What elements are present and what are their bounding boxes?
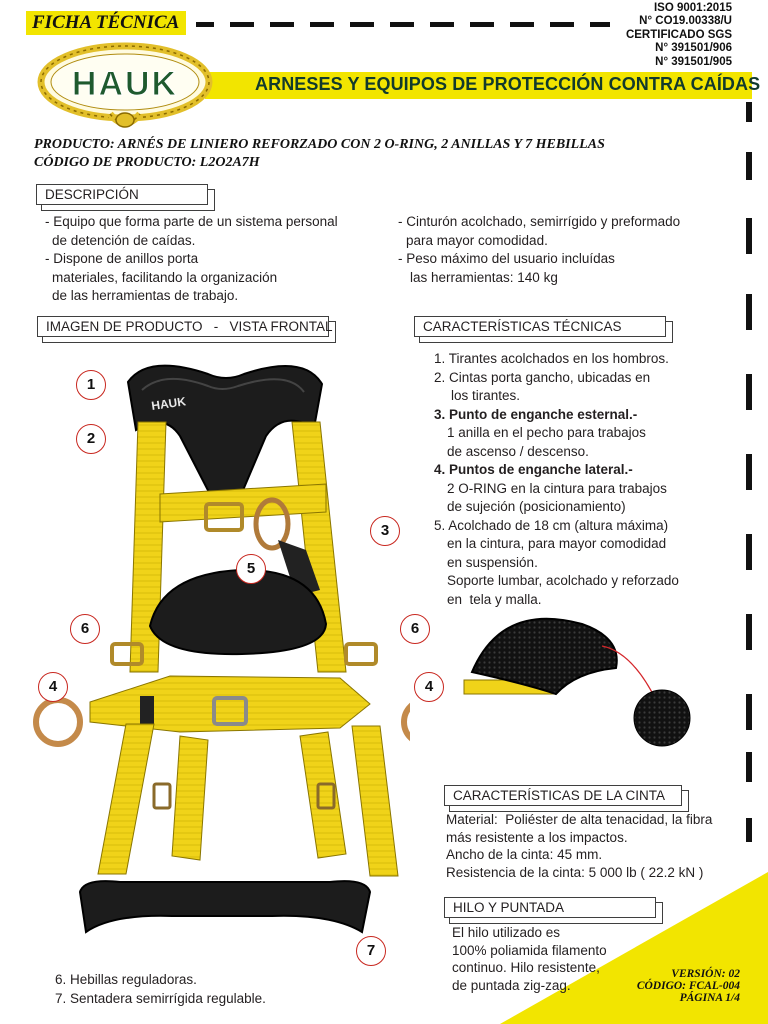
descripcion-line: - Dispone de anillos porta bbox=[45, 251, 199, 266]
hauk-logo bbox=[36, 40, 214, 132]
cert-line: ISO 9001:2015 bbox=[653, 2, 732, 14]
descripcion-line: materiales, facilitando la organización bbox=[52, 269, 278, 285]
hilo-line: El hilo utilizado es bbox=[452, 925, 561, 940]
descripcion-line: para mayor comodidad. bbox=[406, 232, 548, 248]
certification-block bbox=[626, 2, 732, 69]
caracteristica-line: de ascenso / descenso. bbox=[447, 443, 589, 459]
cert-line: N° CO19.00338/U bbox=[639, 15, 732, 28]
hauk-logo-text: HAUK bbox=[71, 65, 179, 103]
cinta-line: Material: Poliéster de alta tenacidad, la fibra bbox=[446, 812, 713, 827]
callout-6-left: 6 bbox=[70, 614, 100, 644]
cinta-list bbox=[446, 811, 712, 881]
caracteristica-line: en suspensión. bbox=[447, 554, 538, 570]
descripcion-line: - Cinturón acolchado, semirrígido y preformado bbox=[398, 214, 681, 229]
extra-items bbox=[55, 971, 266, 1008]
caracteristica-line: 4. Puntos de enganche lateral.- bbox=[434, 462, 633, 477]
imagen-label: IMAGEN DE PRODUCTO - VISTA FRONTAL bbox=[37, 316, 329, 337]
version-label: VERSIÓN: 02 bbox=[671, 968, 740, 980]
caracteristica-line: en la cintura, para mayor comodidad bbox=[447, 536, 667, 551]
caracteristica-line: 1 anilla en el pecho para trabajos bbox=[447, 425, 646, 440]
descripcion-line: de detención de caídas. bbox=[52, 232, 196, 248]
cinta-line: Ancho de la cinta: 45 mm. bbox=[446, 847, 603, 862]
caracteristica-line: 1. Tirantes acolchados en los hombros. bbox=[434, 351, 669, 366]
descripcion-left bbox=[45, 213, 338, 306]
product-name: PRODUCTO: ARNÉS DE LINIERO REFORZADO CON 2 O-RING, 2 ANILLAS Y 7 HEBILLAS bbox=[34, 137, 605, 152]
descripcion-line: las herramientas: 140 kg bbox=[410, 269, 558, 285]
product-code: CÓDIGO DE PRODUCTO: L2O2A7H bbox=[34, 155, 260, 170]
callout-6-right: 6 bbox=[400, 614, 430, 644]
harness-logo-text: HAUK bbox=[150, 394, 187, 413]
callout-4-left: 4 bbox=[38, 672, 68, 702]
hilo-label: HILO Y PUNTADA bbox=[444, 897, 656, 918]
extra-item: 6. Hebillas reguladoras. bbox=[55, 972, 197, 987]
caracteristica-line: 3. Punto de enganche esternal.- bbox=[434, 406, 638, 422]
cert-line: N° 391501/906 bbox=[655, 42, 732, 55]
caracteristicas-list bbox=[434, 350, 679, 609]
descripcion-line: - Equipo que forma parte de un sistema personal bbox=[45, 214, 338, 229]
footer-code-block bbox=[637, 968, 740, 1004]
page-title: ARNESES Y EQUIPOS DE PROTECCIÓN CONTRA CAÍDAS bbox=[255, 74, 761, 94]
caracteristica-line: los tirantes. bbox=[451, 388, 521, 403]
callout-7: 7 bbox=[356, 936, 386, 966]
hilo-list bbox=[452, 924, 607, 994]
cinta-label: CARACTERÍSTICAS DE LA CINTA bbox=[444, 785, 682, 806]
hilo-line: 100% poliamida filamento bbox=[452, 942, 607, 958]
descripcion-label: DESCRIPCIÓN bbox=[36, 184, 208, 205]
page-number: PÁGINA 1/4 bbox=[679, 992, 740, 1004]
caracteristica-line: 5. Acolchado de 18 cm (altura máxima) bbox=[434, 517, 669, 533]
ficha-tecnica-title: FICHA TÉCNICA bbox=[32, 12, 180, 33]
descripcion-line: de las herramientas de trabajo. bbox=[52, 288, 239, 303]
cert-line: N° 391501/905 bbox=[655, 55, 732, 68]
caracteristica-line: 2 O-RING en la cintura para trabajos bbox=[447, 480, 667, 496]
lumbar-detail-image bbox=[452, 610, 692, 750]
caracteristica-line: Soporte lumbar, acolchado y reforzado bbox=[447, 573, 679, 588]
callout-5: 5 bbox=[236, 554, 266, 584]
hilo-line: de puntada zig-zag. bbox=[452, 977, 571, 993]
callout-4-right: 4 bbox=[414, 672, 444, 702]
document-code: CÓDIGO: FCAL-004 bbox=[636, 980, 740, 992]
rope-knot bbox=[110, 113, 140, 127]
descripcion-right bbox=[398, 213, 680, 287]
caracteristica-line: 2. Cintas porta gancho, ubicadas en bbox=[434, 369, 651, 385]
cert-line: CERTIFICADO SGS bbox=[625, 28, 732, 41]
callout-1: 1 bbox=[76, 370, 106, 400]
caracteristica-line: en tela y malla. bbox=[447, 591, 542, 607]
caracteristicas-label: CARACTERÍSTICAS TÉCNICAS bbox=[414, 316, 666, 337]
callout-3: 3 bbox=[370, 516, 400, 546]
hilo-line: continuo. Hilo resistente, bbox=[452, 960, 600, 975]
cinta-line: Resistencia de la cinta: 5 000 lb ( 22.2 kN ) bbox=[446, 864, 704, 880]
callout-2: 2 bbox=[76, 424, 106, 454]
descripcion-line: - Peso máximo del usuario incluídas bbox=[398, 251, 615, 266]
extra-item: 7. Sentadera semirrígida regulable. bbox=[55, 990, 266, 1006]
caracteristica-line: de sujeción (posicionamiento) bbox=[447, 499, 626, 514]
cinta-line: más resistente a los impactos. bbox=[446, 829, 628, 845]
